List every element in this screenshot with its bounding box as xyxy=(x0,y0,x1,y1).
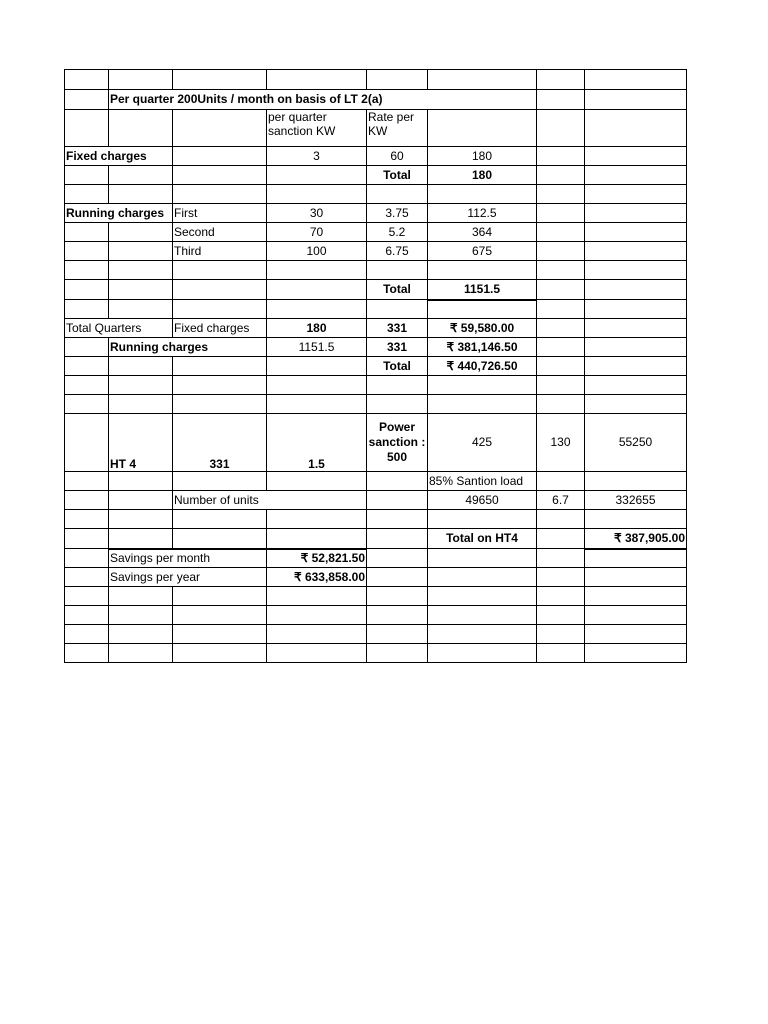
cell[interactable] xyxy=(585,300,687,319)
cell[interactable] xyxy=(367,300,428,319)
sheet-row xyxy=(65,280,687,300)
slab-amount[interactable]: 364 xyxy=(428,223,537,242)
cell[interactable] xyxy=(367,472,428,491)
cell[interactable] xyxy=(537,625,585,644)
cell[interactable] xyxy=(65,242,109,261)
sheet-row xyxy=(65,242,687,261)
fixed-amount[interactable]: 180 xyxy=(428,147,537,166)
savings-year-value[interactable]: ₹ 633,858.00 xyxy=(267,568,367,587)
cell[interactable] xyxy=(585,625,687,644)
cell[interactable] xyxy=(585,376,687,395)
cell[interactable] xyxy=(585,70,687,90)
cell[interactable] xyxy=(109,472,173,491)
cell[interactable] xyxy=(585,395,687,414)
slab-units[interactable]: 30 xyxy=(267,204,367,223)
sheet-row xyxy=(65,568,687,587)
cell[interactable] xyxy=(537,568,585,587)
cell[interactable] xyxy=(367,395,428,414)
cell[interactable] xyxy=(537,644,585,663)
cell[interactable] xyxy=(537,510,585,529)
slab-rate[interactable]: 5.2 xyxy=(367,223,428,242)
cell[interactable] xyxy=(267,261,367,280)
cell[interactable] xyxy=(173,280,267,300)
cell[interactable] xyxy=(585,338,687,357)
sheet-row xyxy=(65,472,687,491)
quarters-fixed-value[interactable]: 180 xyxy=(267,319,367,338)
cell[interactable] xyxy=(109,300,173,319)
cell[interactable] xyxy=(173,644,267,663)
cell[interactable] xyxy=(109,376,173,395)
sheet-row xyxy=(65,90,687,110)
cell[interactable] xyxy=(173,510,267,529)
cell[interactable] xyxy=(65,70,109,90)
quarters-running-label[interactable]: Running charges xyxy=(109,338,267,357)
header-rate-per-kw[interactable]: Rate per KW xyxy=(367,110,428,147)
sheet-row xyxy=(65,549,687,568)
quarters-fixed-amount[interactable]: ₹ 59,580.00 xyxy=(428,319,537,338)
cell[interactable] xyxy=(65,549,109,568)
cell[interactable] xyxy=(173,395,267,414)
cell[interactable] xyxy=(109,280,173,300)
slab-name[interactable]: Third xyxy=(173,242,267,261)
cell[interactable] xyxy=(109,625,173,644)
cell[interactable] xyxy=(173,529,267,549)
sheet-row xyxy=(65,319,687,338)
slab-units[interactable]: 70 xyxy=(267,223,367,242)
cell[interactable] xyxy=(367,587,428,606)
cell[interactable] xyxy=(428,510,537,529)
cell[interactable] xyxy=(267,510,367,529)
savings-year-label[interactable]: Savings per year xyxy=(109,568,267,587)
cell[interactable] xyxy=(173,110,267,147)
cell[interactable] xyxy=(109,529,173,549)
cell[interactable] xyxy=(65,644,109,663)
cell[interactable] xyxy=(65,338,109,357)
sheet-row xyxy=(65,414,687,472)
cell[interactable] xyxy=(367,185,428,204)
sheet-title[interactable]: Per quarter 200Units / month on basis of LT 2(a) xyxy=(109,90,537,110)
sheet-row xyxy=(65,395,687,414)
slab-units[interactable]: 100 xyxy=(267,242,367,261)
cell[interactable] xyxy=(537,204,585,223)
sheet-row xyxy=(65,510,687,529)
header-sanction-kw[interactable]: per quarter sanction KW xyxy=(267,110,367,147)
cell[interactable] xyxy=(428,70,537,90)
sheet-row xyxy=(65,625,687,644)
cell[interactable] xyxy=(109,242,173,261)
cell[interactable] xyxy=(173,166,267,185)
cell[interactable] xyxy=(267,472,367,491)
sheet-row xyxy=(65,529,687,549)
cell[interactable] xyxy=(537,147,585,166)
cell[interactable] xyxy=(428,300,537,319)
cell[interactable] xyxy=(267,395,367,414)
ht4-power-sanction[interactable]: Power sanction : 500 xyxy=(367,414,428,472)
cell[interactable] xyxy=(537,110,585,147)
cell[interactable] xyxy=(537,223,585,242)
cell[interactable] xyxy=(173,625,267,644)
sheet-row xyxy=(65,376,687,395)
cell[interactable] xyxy=(173,606,267,625)
cell[interactable] xyxy=(428,261,537,280)
cell[interactable] xyxy=(585,110,687,147)
savings-month-value[interactable]: ₹ 52,821.50 xyxy=(267,549,367,568)
cell[interactable] xyxy=(173,376,267,395)
sheet-row xyxy=(65,70,687,90)
cell[interactable] xyxy=(428,644,537,663)
cell[interactable] xyxy=(585,644,687,663)
cell[interactable] xyxy=(585,357,687,376)
sheet-row xyxy=(65,587,687,606)
cell[interactable] xyxy=(585,549,687,568)
cell[interactable] xyxy=(585,280,687,300)
ht4-unit-rate[interactable]: 6.7 xyxy=(537,491,585,510)
cell[interactable] xyxy=(537,70,585,90)
cell[interactable] xyxy=(367,261,428,280)
cell[interactable] xyxy=(109,491,173,510)
cell[interactable] xyxy=(537,376,585,395)
cell[interactable] xyxy=(585,242,687,261)
cell[interactable] xyxy=(109,644,173,663)
cell[interactable] xyxy=(537,242,585,261)
cell[interactable] xyxy=(367,510,428,529)
cell[interactable] xyxy=(428,376,537,395)
cell[interactable] xyxy=(537,395,585,414)
sheet-row xyxy=(65,338,687,357)
fixed-charges-label[interactable]: Fixed charges xyxy=(65,147,173,166)
fixed-total-label[interactable]: Total xyxy=(367,166,428,185)
ht4-factor[interactable]: 1.5 xyxy=(267,414,367,472)
cell[interactable] xyxy=(428,549,537,568)
cell[interactable] xyxy=(109,357,173,376)
cell[interactable] xyxy=(585,319,687,338)
cell[interactable] xyxy=(109,70,173,90)
ht4-amount[interactable]: 55250 xyxy=(585,414,687,472)
cell[interactable] xyxy=(65,510,109,529)
cell[interactable] xyxy=(109,110,173,147)
cell[interactable] xyxy=(109,606,173,625)
cell[interactable] xyxy=(267,606,367,625)
sheet-row xyxy=(65,644,687,663)
cell[interactable] xyxy=(65,223,109,242)
cell[interactable] xyxy=(537,472,585,491)
cell[interactable] xyxy=(537,90,585,110)
sheet-row xyxy=(65,185,687,204)
cell[interactable] xyxy=(173,261,267,280)
cell[interactable] xyxy=(173,300,267,319)
cell[interactable] xyxy=(585,606,687,625)
running-total-label[interactable]: Total xyxy=(367,280,428,300)
cell[interactable] xyxy=(428,395,537,414)
running-charges-label[interactable]: Running charges xyxy=(65,204,173,223)
cell[interactable] xyxy=(537,357,585,376)
sheet-row xyxy=(65,357,687,376)
cell[interactable] xyxy=(173,357,267,376)
cell[interactable] xyxy=(537,280,585,300)
total-quarters-label[interactable]: Total Quarters xyxy=(65,319,173,338)
cell[interactable] xyxy=(537,166,585,185)
slab-name[interactable]: Second xyxy=(173,223,267,242)
cell[interactable] xyxy=(367,625,428,644)
cell[interactable] xyxy=(65,261,109,280)
cell[interactable] xyxy=(65,90,109,110)
cell[interactable] xyxy=(267,166,367,185)
cell[interactable] xyxy=(585,223,687,242)
cell[interactable] xyxy=(173,70,267,90)
fixed-total[interactable]: 180 xyxy=(428,166,537,185)
slab-rate[interactable]: 6.75 xyxy=(367,242,428,261)
cell[interactable] xyxy=(65,166,109,185)
cell[interactable] xyxy=(267,70,367,90)
cell[interactable] xyxy=(428,568,537,587)
ht4-units-amount[interactable]: 332655 xyxy=(585,491,687,510)
cell[interactable] xyxy=(65,376,109,395)
sheet-row xyxy=(65,300,687,319)
quarters-total-label[interactable]: Total xyxy=(367,357,428,376)
slab-name[interactable]: First xyxy=(173,204,267,223)
cell[interactable] xyxy=(537,587,585,606)
quarters-running-amount[interactable]: ₹ 381,146.50 xyxy=(428,338,537,357)
cell[interactable] xyxy=(173,587,267,606)
cell[interactable] xyxy=(428,110,537,147)
cell[interactable] xyxy=(585,185,687,204)
ht4-count[interactable]: 331 xyxy=(173,414,267,472)
cell[interactable] xyxy=(267,587,367,606)
cell[interactable] xyxy=(367,491,428,510)
cell[interactable] xyxy=(65,110,109,147)
ht4-total[interactable]: ₹ 387,905.00 xyxy=(585,529,687,549)
cell[interactable] xyxy=(109,223,173,242)
cell[interactable] xyxy=(367,644,428,663)
cell[interactable] xyxy=(109,261,173,280)
cell[interactable] xyxy=(109,185,173,204)
savings-month-label[interactable]: Savings per month xyxy=(109,549,267,568)
cell[interactable] xyxy=(109,587,173,606)
ht4-units-label[interactable]: Number of units xyxy=(173,491,367,510)
quarters-running-count[interactable]: 331 xyxy=(367,338,428,357)
cell[interactable] xyxy=(267,357,367,376)
cell[interactable] xyxy=(109,395,173,414)
cell[interactable] xyxy=(585,166,687,185)
cell[interactable] xyxy=(537,319,585,338)
sheet-row xyxy=(65,147,687,166)
cell[interactable] xyxy=(367,549,428,568)
cell[interactable] xyxy=(173,147,267,166)
cell[interactable] xyxy=(585,510,687,529)
cell[interactable] xyxy=(367,376,428,395)
cell[interactable] xyxy=(65,185,109,204)
cell[interactable] xyxy=(537,300,585,319)
cell[interactable] xyxy=(65,472,109,491)
cell[interactable] xyxy=(65,568,109,587)
cell[interactable] xyxy=(109,166,173,185)
cell[interactable] xyxy=(367,70,428,90)
cell[interactable] xyxy=(428,587,537,606)
sheet-row xyxy=(65,110,687,147)
cell[interactable] xyxy=(585,587,687,606)
cell[interactable] xyxy=(267,300,367,319)
sheet-row xyxy=(65,204,687,223)
sheet-row xyxy=(65,491,687,510)
cell[interactable] xyxy=(65,606,109,625)
cell[interactable] xyxy=(367,606,428,625)
cell[interactable] xyxy=(65,280,109,300)
cell[interactable] xyxy=(109,510,173,529)
cell[interactable] xyxy=(585,147,687,166)
cell[interactable] xyxy=(537,185,585,204)
ht4-kva[interactable]: 425 xyxy=(428,414,537,472)
cell[interactable] xyxy=(267,625,367,644)
running-total[interactable]: 1151.5 xyxy=(428,280,537,300)
slab-rate[interactable]: 3.75 xyxy=(367,204,428,223)
quarters-running-value[interactable]: 1151.5 xyxy=(267,338,367,357)
cell[interactable] xyxy=(367,529,428,549)
quarters-total-amount[interactable]: ₹ 440,726.50 xyxy=(428,357,537,376)
cell[interactable] xyxy=(65,587,109,606)
cell[interactable] xyxy=(267,185,367,204)
sheet-row xyxy=(65,166,687,185)
quarters-fixed-count[interactable]: 331 xyxy=(367,319,428,338)
slab-amount[interactable]: 112.5 xyxy=(428,204,537,223)
cell[interactable] xyxy=(367,568,428,587)
cell[interactable] xyxy=(585,204,687,223)
cell[interactable] xyxy=(537,549,585,568)
cell[interactable] xyxy=(428,625,537,644)
cell[interactable] xyxy=(585,472,687,491)
ht4-total-label[interactable]: Total on HT4 xyxy=(428,529,537,549)
cell[interactable] xyxy=(267,376,367,395)
spreadsheet-table xyxy=(64,69,687,663)
cell[interactable] xyxy=(537,261,585,280)
ht4-load-note[interactable]: 85% Santion load xyxy=(428,472,537,491)
sheet-row xyxy=(65,261,687,280)
cell[interactable] xyxy=(585,261,687,280)
cell[interactable] xyxy=(267,529,367,549)
fixed-kw[interactable]: 3 xyxy=(267,147,367,166)
cell[interactable] xyxy=(65,300,109,319)
cell[interactable] xyxy=(173,185,267,204)
cell[interactable] xyxy=(65,625,109,644)
cell[interactable] xyxy=(585,90,687,110)
cell[interactable] xyxy=(267,280,367,300)
cell[interactable] xyxy=(65,357,109,376)
sheet-row xyxy=(65,606,687,625)
quarters-fixed-label[interactable]: Fixed charges xyxy=(173,319,267,338)
cell[interactable] xyxy=(428,185,537,204)
ht4-rate[interactable]: 130 xyxy=(537,414,585,472)
cell[interactable] xyxy=(65,395,109,414)
cell[interactable] xyxy=(537,606,585,625)
fixed-rate[interactable]: 60 xyxy=(367,147,428,166)
cell[interactable] xyxy=(267,644,367,663)
cell[interactable] xyxy=(585,568,687,587)
sheet-row xyxy=(65,223,687,242)
cell[interactable] xyxy=(537,338,585,357)
cell[interactable] xyxy=(428,606,537,625)
ht4-label[interactable]: HT 4 xyxy=(109,414,173,472)
cell[interactable] xyxy=(65,491,109,510)
cell[interactable] xyxy=(65,414,109,472)
cell[interactable] xyxy=(173,472,267,491)
slab-amount[interactable]: 675 xyxy=(428,242,537,261)
cell[interactable] xyxy=(537,529,585,549)
ht4-units[interactable]: 49650 xyxy=(428,491,537,510)
cell[interactable] xyxy=(65,529,109,549)
